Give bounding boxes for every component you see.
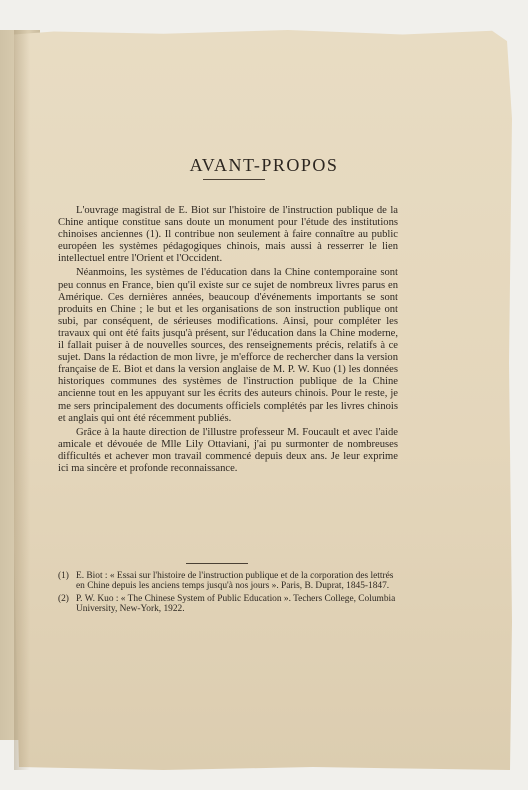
page-title: AVANT-PROPOS <box>189 155 339 175</box>
page-gutter-shadow <box>14 30 30 770</box>
paragraph: Grâce à la haute direction de l'illustre professeur M. Foucault et avec l'aide amicale et dévouée de Mlle Lily Ottaviani, j'ai pu surmonter de nombreuses difficultés et achever mon travail commencé depuis deux ans. Je leur exprime ici ma sincère et profonde reconnaissance. <box>58 426 398 474</box>
title-underline <box>203 179 265 180</box>
footnote-text: E. Biot : « Essai sur l'histoire de l'instruction publique et de la corporation des lettrés en Chine depuis les anciens temps jusqu'à nos jours ». Paris, B. Duprat, 1845-1847. <box>76 571 394 591</box>
footnote-text: P. W. Kuo : « The Chinese System of Public Education ». Techers College, Columbia University, New-York, 1922. <box>76 594 396 614</box>
footnote-separator <box>186 563 248 564</box>
footnotes <box>58 571 398 617</box>
paragraph: Néanmoins, les systèmes de l'éducation dans la Chine contemporaine sont peu connus en France, bien qu'il existe sur ce sujet de nombreux livres parus en Amérique. Ces dernières années, beaucoup d'événements importants se sont produits en Chine ; le but et les organisations de son instruction publique ont subi, par conséquent, de sérieuses modifications. Ainsi, pour compléter les travaux qui ont été faits jusqu'à présent, sur l'éducation dans la Chine moderne, il fallait puiser à de nouvelles sources, des renseignements précis, relatifs à ce sujet. Dans la rédaction de mon livre, je m'efforce de rechercher dans la version française de E. Biot et dans la version anglaise de M. P. W. Kuo (1) les données historiques communes des systèmes de l'instruction publique de la Chine ancienne tout en les appuyant sur les écrits des auteurs chinois. Pour le reste, je me sers principalement des documents officiels complétés par les livres chinois et anglais qui ont été récemment publiés. <box>58 267 398 424</box>
paragraph: L'ouvrage magistral de E. Biot sur l'histoire de l'instruction publique de la Chine antique constitue sans doute un monument pour l'étude des institutions chinoises anciennes (1). Il contribue non seulement à faire connaître au public européen les systèmes pédagogiques chinois, mais aussi à resserrer le lien intellectuel entre l'Orient et l'Occident. <box>58 205 398 265</box>
footnote-marker: (1) <box>58 571 69 581</box>
footnote-marker: (2) <box>58 594 69 604</box>
footnote <box>58 571 398 591</box>
footnote <box>58 594 398 614</box>
body-text <box>58 205 398 477</box>
